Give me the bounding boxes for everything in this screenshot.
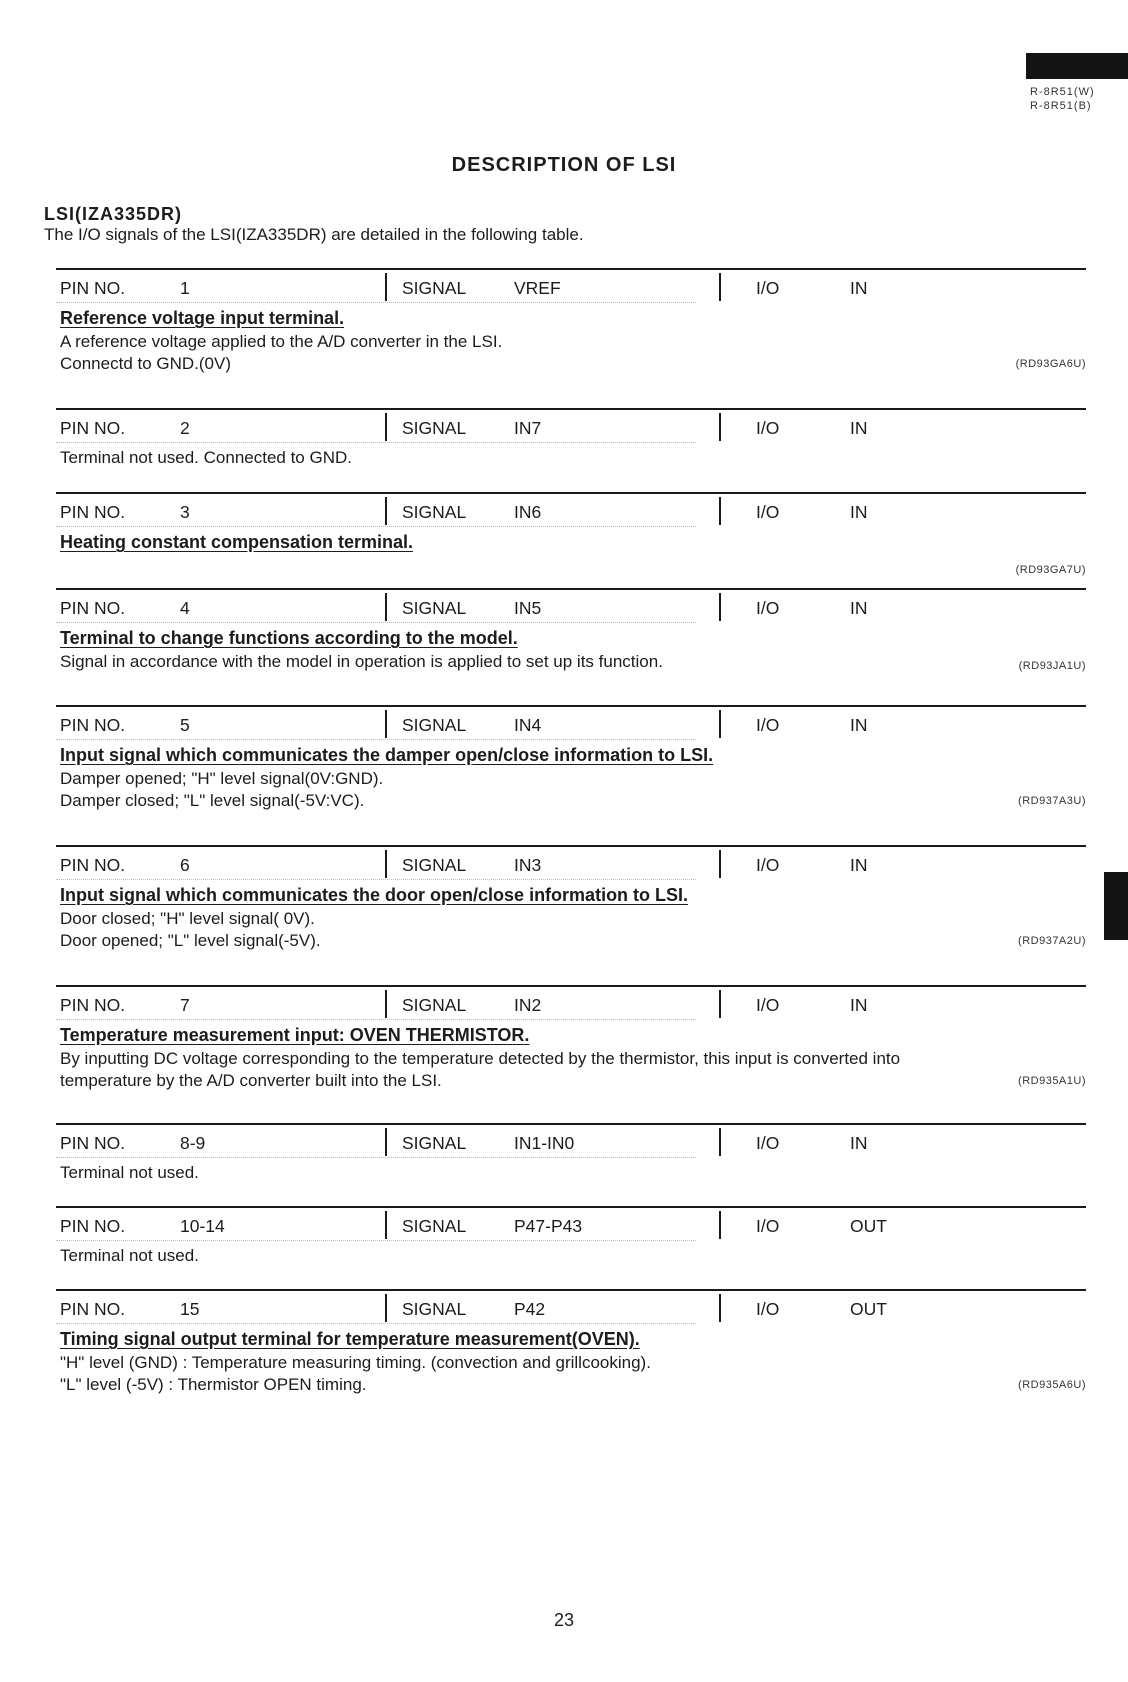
io-direction: IN bbox=[850, 1133, 868, 1153]
signal-name: P47-P43 bbox=[514, 1216, 583, 1236]
signal-name: IN6 bbox=[514, 502, 542, 522]
pin-label: PIN NO. bbox=[60, 715, 126, 735]
signal-label: SIGNAL bbox=[402, 1216, 467, 1236]
column-divider bbox=[385, 710, 387, 738]
signal-label: SIGNAL bbox=[402, 855, 467, 875]
pin-number: 5 bbox=[180, 715, 190, 735]
pin-description: temperature by the A/D converter built into the LSI. bbox=[60, 1071, 442, 1090]
row-rule bbox=[56, 1289, 1086, 1291]
pin-label: PIN NO. bbox=[60, 598, 126, 618]
signal-name: IN5 bbox=[514, 598, 542, 618]
figure-code: (RD93GA7U) bbox=[1015, 564, 1086, 576]
pin-description: Terminal not used. Connected to GND. bbox=[60, 448, 352, 467]
signal-name: IN1-IN0 bbox=[514, 1133, 575, 1153]
signal-name: VREF bbox=[514, 278, 561, 298]
pin-description: Connectd to GND.(0V) bbox=[60, 354, 232, 373]
signal-name: P42 bbox=[514, 1299, 546, 1319]
signal-label: SIGNAL bbox=[402, 715, 467, 735]
section-tab-marker bbox=[1026, 53, 1128, 79]
column-divider bbox=[719, 1128, 721, 1156]
signal-label: SIGNAL bbox=[402, 418, 467, 438]
figure-code: (RD93GA6U) bbox=[1015, 358, 1086, 370]
signal-label: SIGNAL bbox=[402, 502, 467, 522]
pin-description: "H" level (GND) : Temperature measuring timing. (convection and grillcooking). bbox=[60, 1353, 651, 1372]
pin-number: 3 bbox=[180, 502, 190, 522]
pin-description: A reference voltage applied to the A/D converter in the LSI. bbox=[60, 332, 503, 351]
io-direction: IN bbox=[850, 715, 868, 735]
row-rule bbox=[56, 1206, 1086, 1208]
column-divider bbox=[719, 413, 721, 441]
io-label: I/O bbox=[756, 598, 780, 618]
signal-label: SIGNAL bbox=[402, 1299, 467, 1319]
column-divider bbox=[719, 1211, 721, 1239]
pin-description: Damper opened; "H" level signal(0V:GND). bbox=[60, 769, 384, 788]
io-label: I/O bbox=[756, 1133, 780, 1153]
pin-label: PIN NO. bbox=[60, 855, 126, 875]
io-direction: OUT bbox=[850, 1299, 887, 1319]
pin-label: PIN NO. bbox=[60, 418, 126, 438]
column-divider bbox=[385, 273, 387, 301]
side-tab-marker bbox=[1104, 872, 1128, 940]
column-divider bbox=[719, 990, 721, 1018]
pin-label: PIN NO. bbox=[60, 995, 126, 1015]
io-label: I/O bbox=[756, 1216, 780, 1236]
column-divider bbox=[719, 497, 721, 525]
column-divider bbox=[385, 497, 387, 525]
dotted-separator bbox=[56, 1323, 696, 1324]
column-divider bbox=[719, 1294, 721, 1322]
signal-label: SIGNAL bbox=[402, 1133, 467, 1153]
pin-heading: Timing signal output terminal for temperature measurement(OVEN). bbox=[60, 1329, 640, 1349]
pin-number: 1 bbox=[180, 278, 190, 298]
pin-description: Door closed; "H" level signal( 0V). bbox=[60, 909, 315, 928]
pin-heading: Terminal to change functions according to the model. bbox=[60, 628, 518, 648]
pin-description: "L" level (-5V) : Thermistor OPEN timing. bbox=[60, 1375, 367, 1394]
io-label: I/O bbox=[756, 855, 780, 875]
pin-heading: Temperature measurement input: OVEN THERMISTOR. bbox=[60, 1025, 530, 1045]
row-rule bbox=[56, 408, 1086, 410]
signal-label: SIGNAL bbox=[402, 598, 467, 618]
pin-heading: Input signal which communicates the damper open/close information to LSI. bbox=[60, 745, 714, 765]
page-title: DESCRIPTION OF LSI bbox=[451, 154, 677, 176]
pin-description: Terminal not used. bbox=[60, 1246, 199, 1265]
pin-heading: Reference voltage input terminal. bbox=[60, 308, 345, 328]
signal-label: SIGNAL bbox=[402, 995, 467, 1015]
pin-description: Signal in accordance with the model in operation is applied to set up its function. bbox=[60, 652, 663, 671]
model-number: R-8R51(W) bbox=[1030, 86, 1095, 98]
signal-name: IN3 bbox=[514, 855, 542, 875]
pin-heading: Heating constant compensation terminal. bbox=[60, 532, 414, 552]
dotted-separator bbox=[56, 622, 696, 623]
pin-description: Terminal not used. bbox=[60, 1163, 199, 1182]
column-divider bbox=[719, 850, 721, 878]
dotted-separator bbox=[56, 1240, 696, 1241]
column-divider bbox=[385, 1294, 387, 1322]
column-divider bbox=[719, 710, 721, 738]
io-direction: IN bbox=[850, 502, 868, 522]
pin-number: 2 bbox=[180, 418, 190, 438]
column-divider bbox=[385, 1128, 387, 1156]
io-direction: IN bbox=[850, 278, 868, 298]
dotted-separator bbox=[56, 1157, 696, 1158]
column-divider bbox=[385, 593, 387, 621]
figure-code: (RD937A2U) bbox=[1018, 935, 1086, 947]
lsi-heading: LSI(IZA335DR) bbox=[44, 204, 183, 224]
pin-number: 10-14 bbox=[180, 1216, 225, 1236]
pin-label: PIN NO. bbox=[60, 278, 126, 298]
column-divider bbox=[385, 990, 387, 1018]
pin-label: PIN NO. bbox=[60, 1216, 126, 1236]
row-rule bbox=[56, 588, 1086, 590]
pin-number: 8-9 bbox=[180, 1133, 206, 1153]
pin-label: PIN NO. bbox=[60, 502, 126, 522]
intro-text: The I/O signals of the LSI(IZA335DR) are detailed in the following table. bbox=[44, 225, 584, 244]
io-label: I/O bbox=[756, 1299, 780, 1319]
column-divider bbox=[719, 273, 721, 301]
row-rule bbox=[56, 268, 1086, 270]
io-direction: IN bbox=[850, 418, 868, 438]
pin-description: Damper closed; "L" level signal(-5V:VC). bbox=[60, 791, 365, 810]
dotted-separator bbox=[56, 1019, 696, 1020]
io-direction: IN bbox=[850, 598, 868, 618]
row-rule bbox=[56, 845, 1086, 847]
pin-number: 15 bbox=[180, 1299, 200, 1319]
io-label: I/O bbox=[756, 502, 780, 522]
dotted-separator bbox=[56, 739, 696, 740]
pin-label: PIN NO. bbox=[60, 1299, 126, 1319]
io-direction: OUT bbox=[850, 1216, 887, 1236]
io-direction: IN bbox=[850, 855, 868, 875]
figure-code: (RD93JA1U) bbox=[1018, 660, 1086, 672]
pin-number: 6 bbox=[180, 855, 190, 875]
model-number: R-8R51(B) bbox=[1030, 100, 1092, 112]
pin-label: PIN NO. bbox=[60, 1133, 126, 1153]
signal-name: IN7 bbox=[514, 418, 542, 438]
dotted-separator bbox=[56, 879, 696, 880]
io-label: I/O bbox=[756, 418, 780, 438]
row-rule bbox=[56, 492, 1086, 494]
column-divider bbox=[719, 593, 721, 621]
dotted-separator bbox=[56, 442, 696, 443]
dotted-separator bbox=[56, 526, 696, 527]
signal-name: IN4 bbox=[514, 715, 542, 735]
io-label: I/O bbox=[756, 715, 780, 735]
row-rule bbox=[56, 985, 1086, 987]
column-divider bbox=[385, 413, 387, 441]
io-direction: IN bbox=[850, 995, 868, 1015]
row-rule bbox=[56, 1123, 1086, 1125]
row-rule bbox=[56, 705, 1086, 707]
figure-code: (RD937A3U) bbox=[1018, 795, 1086, 807]
column-divider bbox=[385, 850, 387, 878]
pin-description: By inputting DC voltage corresponding to the temperature detected by the thermistor, this input is converted into bbox=[60, 1049, 901, 1068]
pin-number: 7 bbox=[180, 995, 190, 1015]
signal-label: SIGNAL bbox=[402, 278, 467, 298]
column-divider bbox=[385, 1211, 387, 1239]
page-number: 23 bbox=[553, 1610, 575, 1630]
signal-name: IN2 bbox=[514, 995, 542, 1015]
figure-code: (RD935A6U) bbox=[1018, 1379, 1086, 1391]
pin-description: Door opened; "L" level signal(-5V). bbox=[60, 931, 321, 950]
figure-code: (RD935A1U) bbox=[1018, 1075, 1086, 1087]
io-label: I/O bbox=[756, 278, 780, 298]
pin-heading: Input signal which communicates the door open/close information to LSI. bbox=[60, 885, 689, 905]
pin-number: 4 bbox=[180, 598, 190, 618]
dotted-separator bbox=[56, 302, 696, 303]
io-label: I/O bbox=[756, 995, 780, 1015]
